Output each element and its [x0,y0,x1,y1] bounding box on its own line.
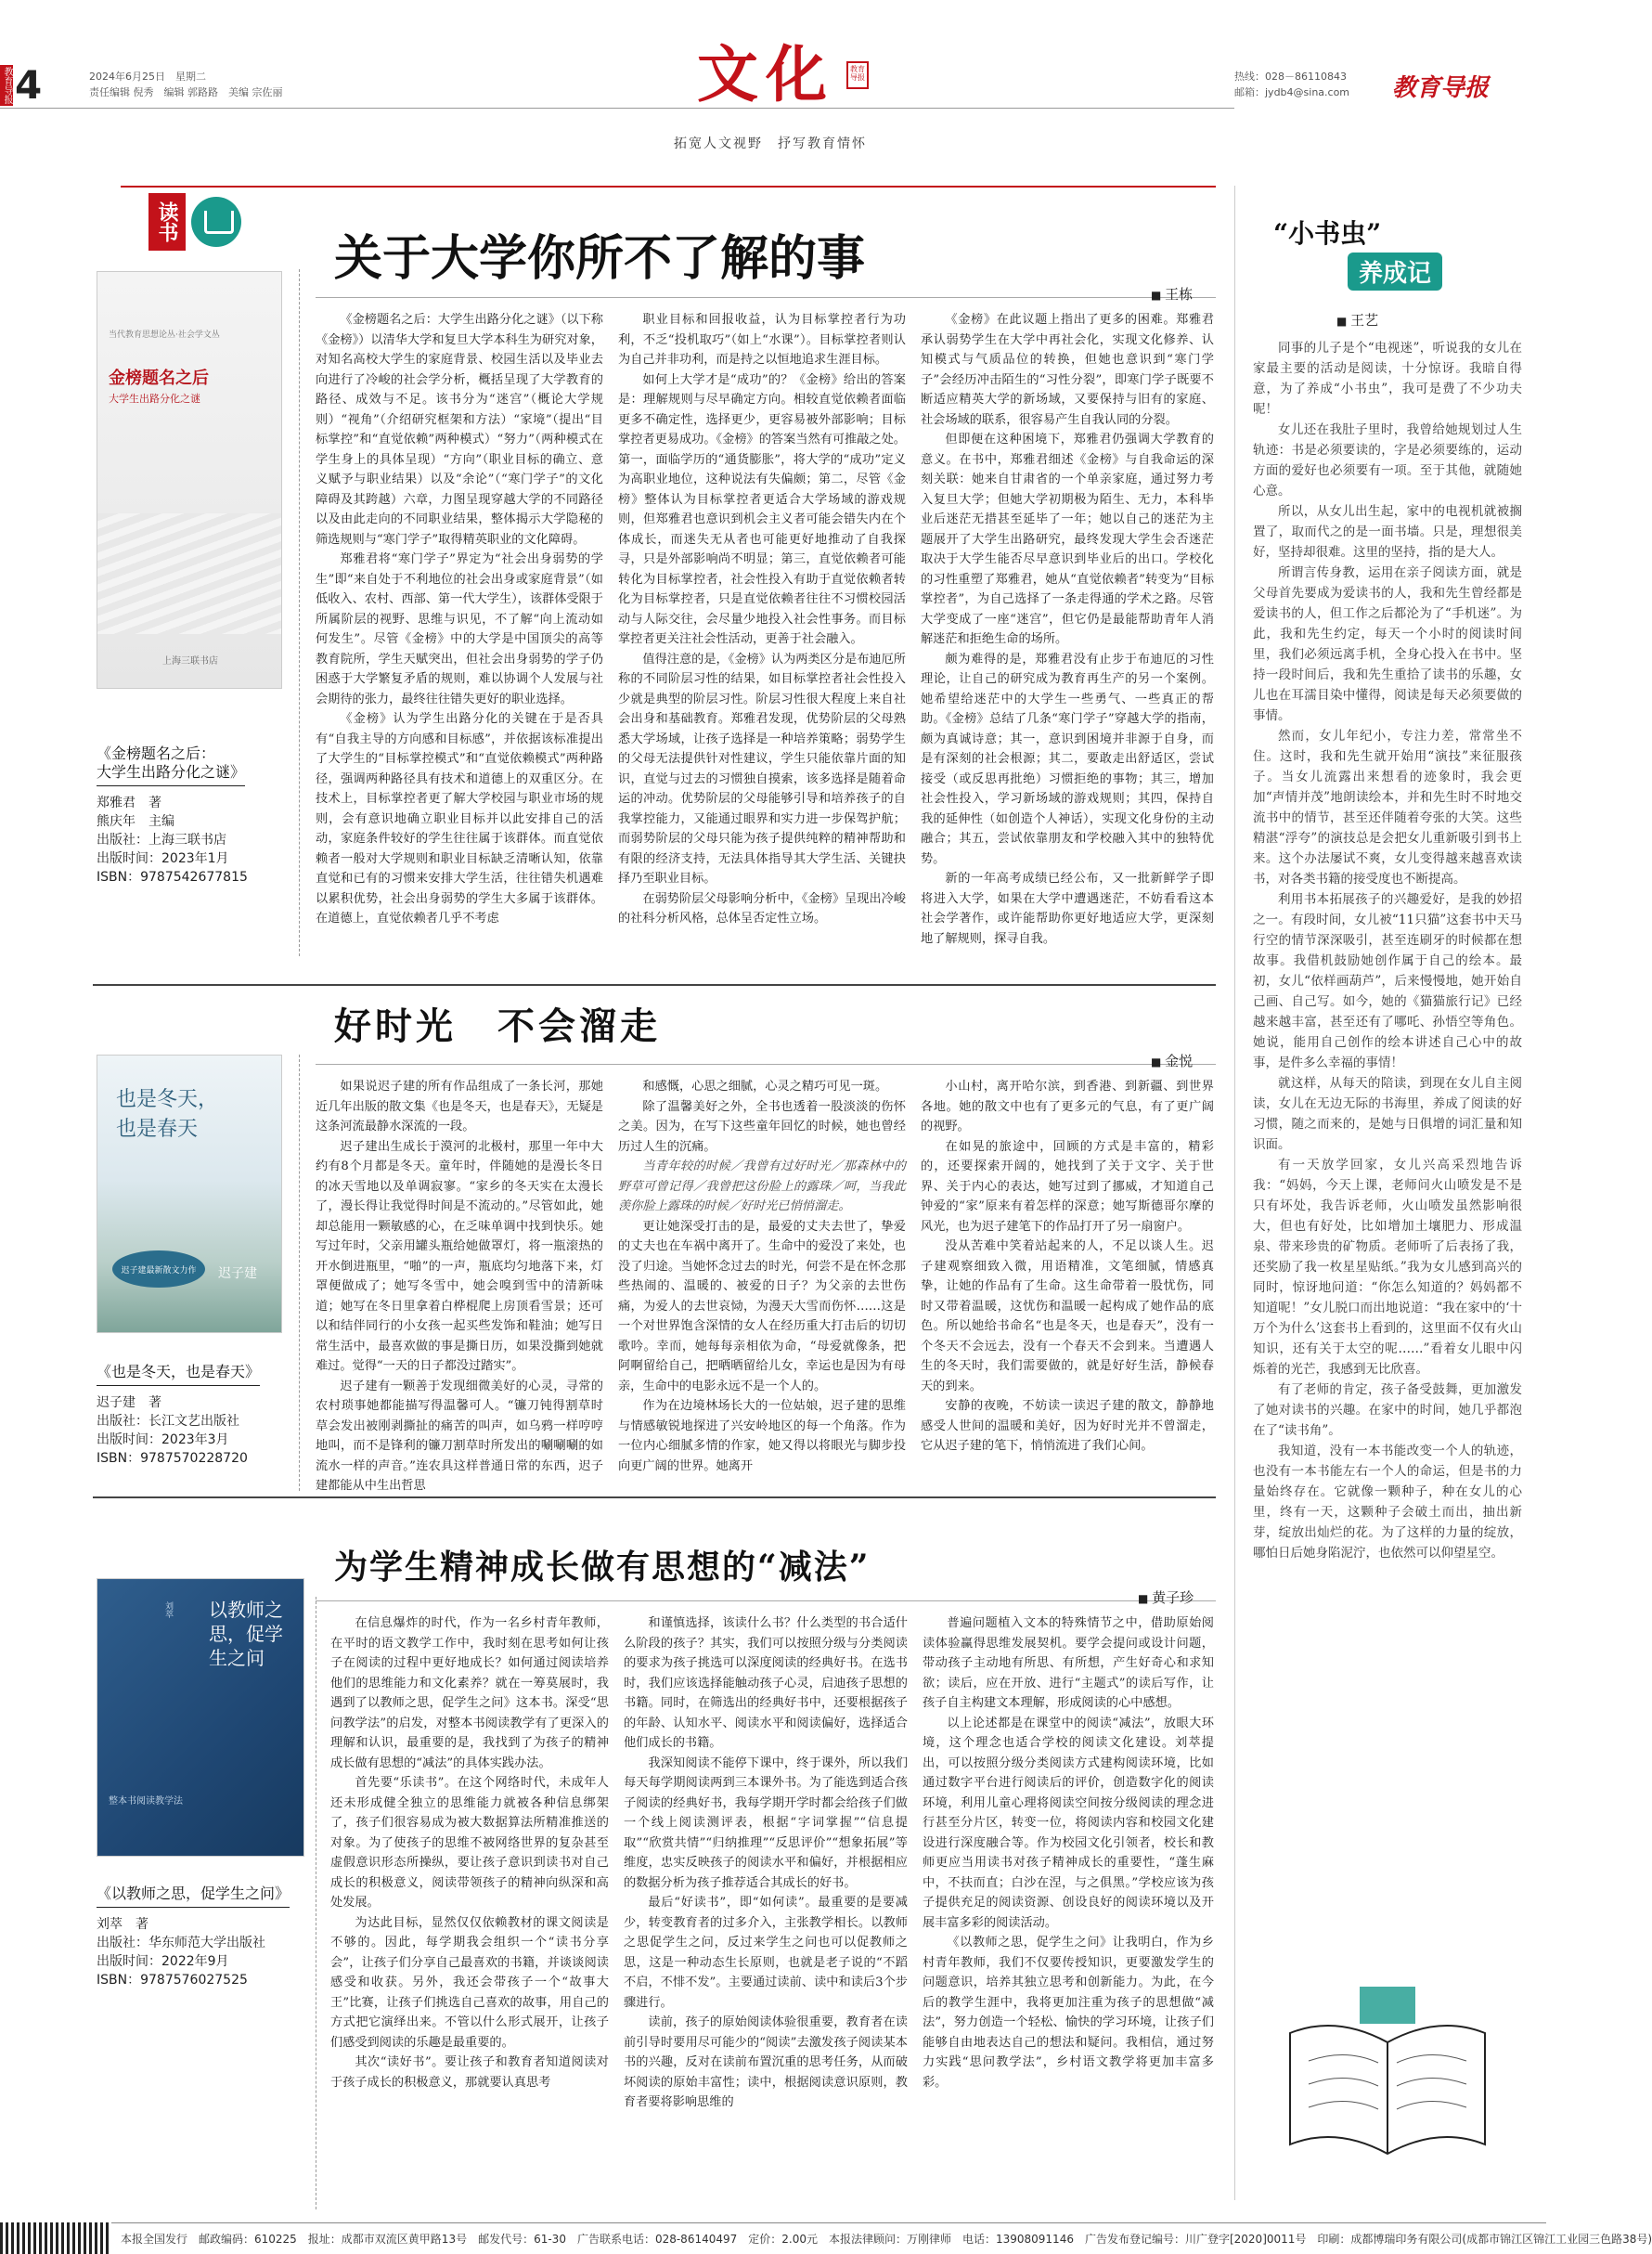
paragraph: 如何上大学才是“成功”的？《金榜》给出的答案是：理解规则与尽早确定方向。相较直觉依赖者面临更多不确定性，选择更少，更容易被外部影响；目标掌控者更易成功。《金榜》的答案当然有可推敲之处。第一，面临学历的“通货膨胀”，将大学的“成功”定义为高职业地位，这种说法有失偏颇；第二，尽管《金榜》整体认为目标掌控者更适合大学场域的游戏规则，但郑雅君也意识到机会主义者可能会错失内在个体成长，而迷失无从者也可能更好地推动了自我探寻，只是外部影响尚不明显；第三，直觉依赖者可能转化为目标掌控者，社会性投入有助于直觉依赖者转化为目标掌控者，只是直觉依赖者往往不习惯校园活动与人际交往，会尽量少地投入社会性事务。而目标掌控者更关注社会性活动，更善于社会融入。 [618,372,906,646]
contact-info [1234,69,1349,100]
section-tag-label: 读书 [148,193,186,251]
book-icon [191,197,241,247]
book-2-line: 出版社：长江文艺出版社 [97,1414,239,1429]
paragraph: 最后“好读书”，即“如何读”。最重要的是要减少，转变教育者的过多介入，主张教学相长。以教师之思促学生之问，反过来学生之问也可以促教师之思，这是一种动态生长原则，也就是老子说的“不蹈不启，不悱不发”。主要通过读前、读中和读后3个步骤进行。 [624,1896,908,2010]
brand-logo: 教育导报 [1392,74,1490,102]
book-1-line: 熊庆年 主编 [97,814,174,829]
book-3-title: 《以教师之思，促学生之问》 [97,1885,290,1908]
paragraph: 《金榜》在此议题上指出了更多的困难。郑雅君承认弱势学生在大学中再社会化，实现文化修养、认知模式与气质品位的转换，但她也意识到“寒门学子”会经历冲击陌生的“习性分裂”，即寒门学子既要不断适应精英大学的新场域，又要保持与旧有的家庭、社会场域的联系，很容易产生自我认同的分裂。 [921,313,1214,427]
main-rule [121,186,1216,188]
book-info-1 [97,745,291,887]
article-1-rule [316,297,1216,298]
barcode-stripe [0,2222,111,2254]
paragraph: 如果说迟子建的所有作品组成了一条长河，那她近几年出版的散文集《也是冬天，也是春天》，无疑是这条河流最静水深流的一段。 [316,1080,603,1133]
book-cover-2 [97,1055,282,1333]
article-2-col-2 [618,1077,906,1485]
paragraph: 我深知阅读不能停下课中，终于课外，所以我们每天每学期阅读两到三本课外书。为了能选到适合孩子阅读的经典好书，我每学期开学时都会给孩子们做一个线上阅读测评表，根据“字词掌握”“信息提取”“欣赏共情”“归纳推理”“反思评价”“想象拓展”等维度，忠实反映孩子的阅读水平和偏好，并根据相应的数据分析为孩子推荐适合其成长的好书。 [624,1755,908,1890]
article-3-title: 为学生精神成长做有思想的“减法” [334,1548,871,1587]
book-2-cover-author: 迟子建 [218,1266,257,1281]
paragraph: 颇为难得的是，郑雅君没有止步于布迪厄的习性理论，让自己的研究成为教育再生产的另一个案例。她希望给迷茫中的大学生一些勇气、一些真正的帮助。《金榜》总结了几条“寒门学子”穿越大学的指南，颇为真诚诗意；其一，意识到困境并非源于自身，而是有深刻的社会根源；其二，要敢走出舒适区，尝试接受（或反思再批绝）习惯拒绝的事物；其三，增加社会性投入，学习新场域的游戏规则；其四，保持自我的延伸性（如创造个人神话），实现文化身份的主动融合；其五，尝试依靠朋友和学校融入其中的独特优势。 [921,652,1214,866]
book-cover-3 [97,1578,304,1857]
hotline: 热线：028－86110843 [1234,71,1347,83]
masthead-seal: 教育导报 [846,61,869,89]
paragraph: 我知道，没有一本书能改变一个人的轨迹，也没有一本书能左右一个人的命运，但是书的力量始终存在。它就像一颗种子，种在女儿的心里，终有一天，这颗种子会破土而出，抽出新芽，绽放出灿烂的花。为了这样的力量的绽放，哪怕日后她身陷泥泞，也依然可以仰望星空。 [1253,1444,1522,1561]
article-3-top-rule [93,1496,1216,1498]
paragraph: 作为在边境林场长大的一位姑娘，迟子建的思维与情感敏锐地探进了兴安岭地区的每一个角落。作为一位内心细腻多情的作家，她又得以将眼光与脚步投向更广阔的世界。她离开 [618,1399,906,1473]
book-3-line: 刘萃 著 [97,1917,148,1932]
book-3-cover-title: 以教师之思，促学生之问 [209,1599,283,1669]
book-cover-1 [97,271,282,689]
article-1-col-3 [921,310,1214,965]
sidebar-heading [1255,204,1515,306]
paragraph: 新的一年高考成绩已经公布，又一批新鲜学子即将进入大学，如果在大学中遭遇迷茫，不妨看看这本社会学著作，或许能帮助你更好地适应大学，更深刻地了解规则，探寻自我。 [921,872,1214,946]
paragraph: 有了老师的肯定，孩子备受鼓舞，更加激发了她对读书的兴趣。在家中的时间，她几乎都泡在了“读书角”。 [1253,1382,1522,1438]
book-3-line: 出版时间：2022年9月 [97,1954,229,1969]
email: 邮箱：jydb4@sina.com [1234,86,1350,98]
paragraph: 郑雅君将“寒门学子”界定为“社会出身弱势的学生”即“来自处于不利地位的社会出身或家庭背景”（如低收入、农村、西部、第一代大学生），该群体受限于所属阶层的视野、思维与识见，不了解“向上流动如何发生”。尽管《金榜》中的大学是中国顶尖的高等教育院所，学生天赋突出，但社会出身弱势的学子仍困惑于大学繁复矛盾的规则，难以协调个人发展与社会期待的张力，最终往往错失更好的职业选择。 [316,552,603,706]
paragraph: 读前，孩子的原始阅读体验很重要，教育者在读前引导时要用尽可能少的“阅读”去激发孩子阅读某本书的兴趣，反对在读前布置沉重的思考任务，从而破坏阅读的原始丰富性；读中，根据阅读意识原则，教育者要将影响思维的 [624,2015,908,2109]
book-3-line: ISBN：9787576027525 [97,1973,248,1988]
article-2-top-rule [93,984,1216,986]
open-book-icon [1271,1977,1504,2172]
date-line: 2024年6月25日 星期二 [89,71,206,83]
book-3-cover-sub: 整本书阅读教学法 [109,1796,183,1807]
page-number: 4 [15,62,43,108]
paragraph: 和感慨，心思之细腻，心灵之精巧可见一斑。 [642,1080,888,1094]
book-1-title [97,745,245,786]
book-2-line: 出版时间：2023年3月 [97,1432,229,1447]
book-2-cover-title-2: 也是春天 [116,1118,199,1141]
paragraph: 普遍问题植入文本的特殊情节之中，借助原始阅读体验赢得思维发展契机。要学会提问或设计问题，带动孩子主动地有所思、有所想，产生好奇心和求知欲；读后，应在开放、进行“主题式”的读后写作，让孩子自主构建文本理解，形成阅读的心中感想。 [923,1616,1214,1710]
article-1-byline: ■ 王栋 [1151,284,1193,304]
paragraph: 小山村，离开哈尔滨，到香港、到新疆、到世界各地。她的散文中也有了更多元的气息，有了更广阔的视野。 [921,1080,1214,1133]
section-title: 文化 [697,38,834,110]
paragraph: 在弱势阶层父母影响分析中，《金榜》呈现出冷峻的社科分析风格，总体呈否定性立场。 [618,891,906,926]
paragraph: 值得注意的是，《金榜》认为两类区分是布迪厄所称的不同阶层习性的结果，如目标掌控者社会性投入少就是典型的阶层习性。阶层习性很大程度上来自社会出身和基础教育。郑雅君发现，优势阶层的父母熟悉大学场域，让孩子选择是一种培养策略；弱势学生的父母无法提供针对性建议，学生只能依靠片面的知识，直觉与过去的习惯独自摸索，该多选择是随着命运的冲动。优势阶层的父母能够引导和培养孩子的自我掌控能力，又能通过眼界和实力进一步保驾护航；而弱势阶层的父母只能为孩子提供纯粹的精神帮助和有限的经济支持，无法具体指导其大学生活、关键抉择乃至职业目标。 [618,652,906,886]
slogan: 拓宽人文视野 抒写教育情怀 [674,136,867,151]
section-tag [139,193,251,251]
article-2-col-1 [316,1077,603,1493]
sidebar-title-part2: 养成记 [1348,253,1442,291]
article-2-byline: ■ 金悦 [1151,1051,1193,1070]
paragraph: 《金榜》认为学生出路分化的关键在于是否具有“自我主导的方向感和目标感”，并依据该标准提出了大学生的“目标掌控模式”和“直觉依赖模式”两种路径，强调两种路径具有技术和道德上的双重区分。在技术上，目标掌控者更了解大学校园与职业市场的规则，会有意识地确立职业目标并以此安排自己的活动，家庭条件较好的学生往往属于该群体。而直觉依赖者一般对大学规则和职业目标缺乏清晰认知，依靠直觉和已有的习惯来安排大学生活，往往错失机遇难以累积优势，社会出身弱势的学生大多属于该群体。在道德上，直觉依赖者几乎不考虑 [316,712,603,926]
article-3-rule [316,1600,1216,1601]
book-1-title-line2: 大学生出路分化之谜》 [97,763,246,781]
footer-text: 本报全国发行 邮政编码：610225 报址：成都市双流区黄甲路13号 邮发代号：61-30 广告联系电话：028-86140497 定价：2.00元 本报法律顾问：万刚律师 电话：13908091146 广告发布登记编号：川广登字[2020]0011号 印刷：成都博瑞印务有限公司(成都市锦江区锦江工业园三色路38号) [121,2233,1652,2246]
paragraph: 迟子建有一颗善于发现细微美好的心灵，寻常的农村琐事她都能描写得温馨可人。“镰刀钝得割草时草会发出被刚剥撕扯的痛苦的叫声，如乌鸦一样哼哼地叫，而不是锋利的镰刀割草时所发出的唰唰唰的如流水一样的声音。”连农具这样普通日常的东西，迟子建都能从中生出哲思 [316,1379,603,1493]
book-1-cover-publisher: 上海三联书店 [162,656,218,667]
book-1-cover-title: 金榜题名之后 [109,369,209,388]
paragraph: 有一天放学回家，女儿兴高采烈地告诉我：“妈妈，今天上课，老师问火山喷发是不是只有坏处，我告诉老师，火山喷发虽然影响很大，但也有好处，比如增加土壤肥力、形成温泉、带来珍贵的矿物质。老师听了后表扬了我，还奖励了我一枚星星贴纸。”我为女儿感到高兴的同时，惊讶地问道：“你怎么知道的？妈妈都不知道呢！”女儿脱口而出地说道：“我在家中的‘十万个为什么’这套书上看到的，这里面不仅有火山知识，还有关于太空的呢……”看着女儿眼中闪烁着的光芒，我感到无比欣喜。 [1253,1158,1522,1377]
book-2-line: ISBN：9787570228720 [97,1451,248,1466]
article-2-col-3 [921,1077,1214,1485]
article-1-divider [299,269,300,956]
header-rule [0,108,1234,109]
book-1-cover-art [97,513,281,634]
book-1-line: 郑雅君 著 [97,796,161,810]
paragraph: 迟子建出生成长于漠河的北极村，那里一年中大约有8个月都是冬天。童年时，伴随她的是漫长冬日的冰天雪地以及单调寂寥。“家乡的冬天实在太漫长了，漫长得让我觉得时间是不流动的。”尽管如此，她却总能用一颗敏感的心，在乏味单调中找到快乐。她写过年时，父亲用罐头瓶给她做罩灯，将一瓶滚热的开水倒进瓶里，“啪”的一声，瓶底均匀地落下来，灯罩便做成了；她写冬雪中，她会嗅到雪中的清新味道；她写在冬日里拿着白桦棍爬上房顶看雪景；还可以和结伴同行的小女孩一起买些发饰和鞋油；她写日常生活中，最喜欢做的事是撕日历，如果没撕到她就难过。觉得“一天的日子都没过踏实”。 [316,1139,603,1373]
paragraph: 利用书本拓展孩子的兴趣爱好，是我的妙招之一。有段时间，女儿被“11只猫”这套书中天马行空的情节深深吸引，甚至连刷牙的时候都在想故事。我借机鼓励她创作属于自己的绘本。最初，女儿“依样画葫芦”，后来慢慢地，她开始自己画、自己写。如今，她的《猫猫旅行记》已经越来越丰富，甚至还有了哪吒、孙悟空等角色。她说，能用自己创作的绘本讲述自己心中的故事，是件多么幸福的事情！ [1253,892,1522,1070]
open-book-illustration [1271,1977,1504,2172]
paragraph: 同事的儿子是个“电视迷”，听说我的女儿在家最主要的活动是阅读，十分惊讶。我暗自得意，为了养成“小书虫”，我可是费了不少功夫呢！ [1253,341,1522,417]
article-3-byline: ■ 黄子珍 [1138,1587,1194,1607]
book-1-line: 出版时间：2023年1月 [97,851,229,866]
book-info-3 [97,1885,301,1989]
book-2-cover-badge: 迟子建最新散文力作 [112,1250,205,1288]
article-3-col-3 [923,1613,1214,2208]
book-2-title: 《也是冬天，也是春天》 [97,1363,260,1386]
paragraph: 所谓言传身教，运用在亲子阅读方面，就是父母首先要成为爱读书的人，我和先生曾经都是爱读书的人，但工作之后都沦为了“手机迷”。为此，我和先生约定，每天一个小时的阅读时间里，我们必须远离手机，全身心投入在书中。坚持一段时间后，我和先生重拾了读书的乐趣，女儿也在耳濡目染中懂得，阅读是每天必须要做的事情。 [1253,565,1522,723]
article-1-col-2 [618,310,906,965]
paragraph: 更让她深受打击的是，最爱的丈夫去世了，挚爱的丈夫也在车祸中离开了。生命中的爱没了来处，也没了归途。当她怀念过去的时光，何尝不是在怀念那些热闹的、温暖的、被爱的日子？为父亲的去世伤痛，为爱人的去世哀恸，为漫天大雪而伤怀……这是一个对世界饱含深情的女人在经历重大打击后的切切歌吟。幸而，她每每亲相依为命，“母爱就像条，把阿啊留给自己，把晒晒留给儿女，幸运也是因为有母亲，生命中的电影永远不是一个人的。 [618,1219,906,1393]
page-tag: 教育导报 [2,67,12,104]
book-1-cover-series: 当代教育思想论丛·社会学文丛 [109,330,220,340]
paragraph: 安静的夜晚，不妨读一读迟子建的散文，静静地感受人世间的温暖和美好，因为好时光并不曾溜走，它从迟子建的笔下，悄悄流进了我们心间。 [921,1399,1214,1453]
paragraph: 以上论述都是在课堂中的阅读“减法”，放眼大环境，这个理念也适合学校的阅读文化建设。刘萃提出，可以按照分级分类阅读方式建构阅读环境，比如通过数字平台进行阅读后的评价，创造数字化的阅读环境，利用儿童心理将阅读空间按分级阅读的理念进行甚至分片区，转变一位，将阅读内容和校园文化建设进行深度融合等。作为校园文化引领者，校长和教师更应当用读书对孩子精神成长的重要性，“蓬生麻中，不扶而直；白沙在涅，与之俱黑。”学校应该为孩子提供充足的阅读资源、创设良好的阅读环境以及开展丰富多彩的阅读活动。 [923,1716,1214,1930]
paragraph: 女儿还在我肚子里时，我曾给她规划过人生轨迹：书是必须要读的，字是必须要练的，运动方面的爱好也必须要有一项。至于其他，就随她心意。 [1253,422,1522,499]
paragraph: 就这样，从每天的陪读，到现在女儿自主阅读，女儿在无边无际的书海里，养成了阅读的好习惯，随之而来的，是她与日俱增的词汇量和知识面。 [1253,1076,1522,1152]
book-1-line: ISBN：9787542677815 [97,870,248,885]
sidebar-byline: ■ 王艺 [1336,310,1378,330]
masthead [659,37,872,111]
book-3-line: 出版社：华东师范大学出版社 [97,1936,265,1950]
article-2-divider [299,1055,300,1491]
article-3-col-2 [624,1613,908,2208]
article-2-rule [316,1064,1216,1065]
paragraph: 《金榜题名之后：大学生出路分化之谜》（以下称《金榜》）以清华大学和复旦大学本科生为研究对象，对知名高校大学生的家庭背景、校园生活以及毕业去向进行了冷峻的社会学分析，概括呈现了大学教育的路径、成效与不足。该书分为“迷宫”（概论大学规则）“视角”（介绍研究框架和方法）“家境”（提出“目标掌控”和“直觉依赖”两种模式）“努力”（两种模式在学生身上的具体呈现）“方向”（职业目标的确立、意义赋予与职业结果）以及“余论”（“寒门学子”的文化障碍及其跨越）六章，力图呈现穿越大学的不同路径以及由此走向的不同职业结果，整体揭示大学隐秘的筛选规则与“寒门学子”取得精英职业的文化障碍。 [316,313,603,547]
book-2-cover-title-1: 也是冬天， [116,1088,219,1111]
book-1-title-line1: 《金榜题名之后： [97,745,216,762]
paragraph: 和谨慎选择，该读什么书？什么类型的书合适什么阶段的孩子？其实，我们可以按照分级与分类阅读的要求为孩子挑选可以深度阅读的经典好书。在选书时，我们应该选择能触动孩子心灵，启迪孩子思想的书籍。同时，在筛选出的经典好书中，还要根据孩子的年龄、认知水平、阅读水平和阅读偏好，选择适合他们成长的书籍。 [624,1616,908,1750]
paragraph: 职业目标和回报收益，认为目标掌控者行为功利，不乏“投机取巧”（如上“水课”）。目标掌控者则认为自己并非功利，而是持之以恒地追求生涯目标。 [618,313,906,367]
paragraph: 然而，女儿年纪小，专注力差，常常坐不住。这时，我和先生就开始用“演技”来征服孩子。当女儿流露出来想看的迹象时，我会更加“声情并茂”地朗读绘本，并和先生时不时地交流书中的情节，甚至还伴随着夸张的大笑。这些精湛“浮夸”的演技总是会把女儿重新吸引到书上来。这个办法屡试不爽，女儿变得越来越喜欢读书，对各类书籍的接受度也不断提高。 [1253,729,1522,887]
article-1-col-1 [316,310,603,965]
paragraph: 但即便在这种困境下，郑雅君仍强调大学教育的意义。在书中，郑雅君细述《金榜》与自我命运的深刻关联：她来自甘肃省的一个单亲家庭，通过努力考入复旦大学；但她大学初期极为陌生、无力，本科毕业后迷茫无措甚至延毕了一年；她以自己的迷茫为主题展开了大学生出路研究，最终发现大学生会否迷茫取决于大学生能否尽早意识到毕业后的出口。学校化的习性重塑了郑雅君，她从“直觉依赖者”转变为“目标掌控者”，为自己选择了一条走得通的学术之路。尽管大学变成了一座“迷宫”，但它仍是最能帮助青年人消解迷茫和拒绝生命的场所。 [921,433,1214,646]
article-1-title: 关于大学你所不了解的事 [334,230,866,287]
header-info [89,69,283,100]
book-2-line: 迟子建 著 [97,1395,161,1410]
book-3-cover-author: 刘萃 [163,1601,173,1618]
poem-quote: 当青年较的时候／我曾有过好时光／那森林中的野草可曾记得／我曾把这份脸上的露珠／呵，当我此羡你脸上露珠的时候／好时光已悄悄溜走。 [618,1159,906,1213]
paragraph: 其次“读好书”。要让孩子和教育者知道阅读对于孩子成长的积极意义，那就要认真思考 [330,2055,609,2090]
paragraph: 《以教师之思，促学生之问》让我明白，作为乡村青年教师，我们不仅要传授知识，更要激发学生的问题意识，培养其独立思考和创新能力。为此，在今后的教学生涯中，我将更加注重为孩子的思想做“减法”，努力创造一个轻松、愉快的学习环境，让孩子们能够自由地表达自己的想法和疑问。我相信，通过努力实践“思问教学法”，乡村语文教学将更加丰富多彩。 [923,1936,1214,2090]
paragraph: 在信息爆炸的时代，作为一名乡村青年教师，在平时的语文教学工作中，我时刻在思考如何让孩子在阅读的过程中更好地成长？如何通过阅读培养他们的思维能力和文化素养？就在一筹莫展时，我遇到了以教师之思，促学生之问》这本书。深受“思问教学法”的启发，对整本书阅读教学有了更深入的理解和认识，最重要的是，我找到了为孩子的精神成长做有思想的“减法”的具体实践办法。 [330,1616,609,1770]
paragraph: 所以，从女儿出生起，家中的电视机就被搁置了，取而代之的是一面书墙。只是，理想很美好，坚持却很难。这里的坚持，指的是大人。 [1253,504,1522,560]
paragraph: 除了温馨美好之外，全书也透着一股淡淡的伤怀之美。因为，在写下这些童年回忆的时候，她也曾经历过人生的沉痛。 [618,1099,906,1154]
paragraph: 没从苦难中笑着站起来的人，不足以谈人生。迟子建观察细致入微，用语精准，文笔细腻，情感真挚，让她的作品有了生命。这生命带着一股忧伤，同时又带着温暖，这忧伤和温暖一起构成了她作品的底色。所以她给书命名“也是冬天，也是春天”，没有一个冬天不会远去，没有一个春天不会到来。当遭遇人生的冬天时，我们需要做的，就是好好生活，静候春天的到来。 [921,1239,1214,1393]
paragraph: 在如晃的旅途中，回顾的方式是丰富的，精彩的，还要探索开阔的，她找到了关于文字、关于世界、关于内心的表达，她写过到了挪威，才知道自己钟爱的“家”原来有着怎样的深意；她写斯德哥尔摩的风光，也为迟子建笔下的作品打开了另一扇窗户。 [921,1139,1214,1234]
book-1-cover-subtitle: 大学生出路分化之谜 [109,393,200,405]
article-3-col-1 [330,1613,609,2208]
paragraph: 首先要“乐读书”。在这个网络时代，未成年人还未形成健全独立的思维能力就被各种信息绑架了，孩子们很容易成为被大数据算法所精准推送的对象。为了使孩子的思维不被网络世界的复杂甚至虚假意识形态所操纵，要让孩子意识到读书对自己成长的积极意义，阅读带领孩子的精神向纵深和高处发展。 [330,1776,609,1910]
editors-line: 责任编辑 倪秀 编辑 郭路路 美编 宗佐丽 [89,86,283,98]
book-info-2 [97,1363,291,1468]
sidebar-title-part1: “小书虫” [1273,218,1382,249]
paragraph: 为达此目标，显然仅仅依赖教材的课文阅读是不够的。因此，每学期我会组织一个“读书分享会”，让孩子们分享自己最喜欢的书籍，并谈谈阅读感受和收获。另外，我还会带孩子一个“故事大王”比赛，让孩子们挑选自己喜欢的故事，用自己的方式把它演绎出来。不管以什么形式展开，让孩子们感受到阅读的乐趣是最重要的。 [330,1915,609,2050]
book-1-line: 出版社：上海三联书店 [97,833,226,848]
footer [0,2222,1652,2254]
article-2-title: 好时光 不会溜走 [334,1004,661,1048]
page-number-block [0,62,43,108]
sidebar-article [1253,338,1522,1935]
